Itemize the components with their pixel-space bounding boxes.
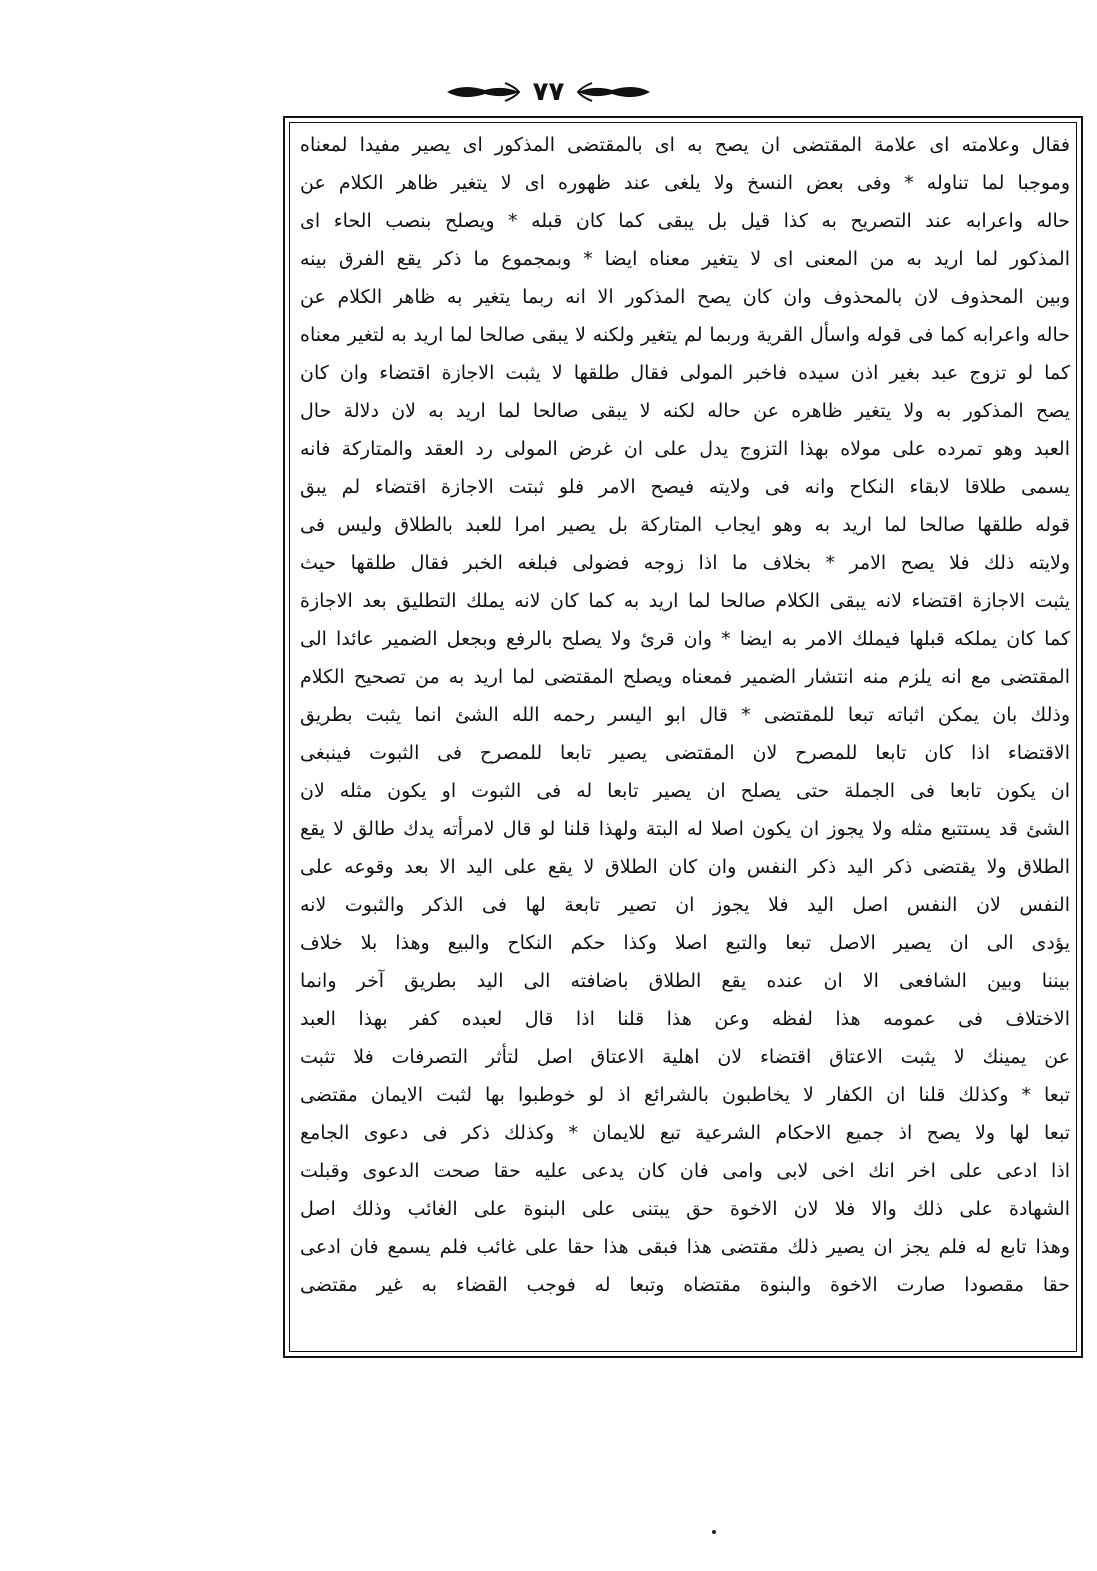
text-line: حقا مقصودا صارت الاخوة والبنوة مقتضاه وتبعا له فوجب القضاء به غير مقتضى (300, 1274, 1070, 1296)
ink-speck (712, 1530, 716, 1534)
text-line: ان يكون تابعا فى الجملة حتى يصلح ان يصير تابعا له فى الثبوت او يكون مثله لان (300, 780, 1070, 802)
text-line: حاله واعرابه كما فى قوله واسأل القرية وربما لم يتغير ولكنه لا يبقى صالحا لما اريد به لتغير معناه (300, 324, 1070, 346)
text-line: المذكور لما اريد به من المعنى اى لا يتغير معناه ايضا * وبمجموع ما ذكر يقع الفرق بينه (300, 248, 1070, 270)
page-header (0, 72, 1097, 112)
text-line: العبد وهو تمرده على مولاه بهذا التزوج يدل على ان غرض المولى رد العقد والمتاركة فانه (300, 438, 1070, 460)
text-line: وذلك بان يمكن اثباته تبعا للمقتضى * قال ابو اليسر رحمه الله الشئ انما يثبت بطريق (300, 704, 1070, 726)
text-line: يسمى طلاقا لابقاء النكاح وانه فى ولايته فيصح الامر فلو ثبتت الاجازة اقتضاء لم يبق (300, 476, 1070, 498)
text-line: قوله طلقها صالحا لما اريد به وهو ايجاب المتاركة بل يصير امرا للعبد بالطلاق وليس فى (300, 514, 1070, 536)
text-line: يؤدى الى ان يصير الاصل تبعا والتبع اصلا وكذا حكم النكاح والبيع وهذا بلا خلاف (300, 932, 1070, 954)
text-line: تبعا * وكذلك قلنا ان الكفار لا يخاطبون بالشرائع اذ لو خوطبوا بها لثبت الايمان مقتضى (300, 1084, 1070, 1106)
text-line: الطلاق ولا يقتضى ذكر اليد ذكر النفس وان كان الطلاق لا يقع على اليد الا بعد وقوعه على (300, 856, 1070, 878)
text-line: الاقتضاء اذا كان تابعا للمصرح لان المقتضى يصير تابعا للمصرح فى الثبوت فينبغى (300, 742, 1070, 764)
text-line: الشئ قد يستتبع مثله ولا يجوز ان يكون اصلا له البتة ولهذا قلنا لو قال لامرأته يدك طالق لا يقع (300, 818, 1070, 840)
text-line: النفس لان النفس اصل اليد فلا يجوز ان تصير تابعة لها فى الذكر والثبوت لانه (300, 894, 1070, 916)
text-line: يثبت الاجازة اقتضاء لانه يبقى الكلام صالحا لما اريد به كما كان لانه يملك التطليق بعد الاجازة (300, 590, 1070, 612)
text-line: الاختلاف فى عمومه هذا لفظه وعن هذا قلنا اذا قال لعبده كفر بهذا العبد (300, 1008, 1070, 1030)
page-number: ٧٧ (532, 77, 565, 107)
left-ornament-icon (445, 79, 523, 105)
text-line: اذا ادعى على اخر انك اخى لابى وامى فان كان يدعى عليه حقا صحت الدعوى وقبلت (300, 1160, 1070, 1182)
text-line: المقتضى مع انه يلزم منه انتشار الضمير فمعناه ويصلح المقتضى لما اريد به من تصحيح الكلام (300, 666, 1070, 688)
text-line: عن يمينك لا يثبت الاعتاق اقتضاء لان اهلية الاعتاق اصل لتأثر التصرفات فلا تثبت (300, 1046, 1070, 1068)
text-line: كما لو تزوج عبد بغير اذن سيده فاخبر المولى فقال طلقها لا يثبت الاجازة اقتضاء وان كان (300, 362, 1070, 384)
text-line: كما كان يملكه قبلها فيملك الامر به ايضا * وان قرئ ولا يصلح بالرفع وبجعل الضمير عائدا الى (300, 628, 1070, 650)
text-line: فقال وعلامته اى علامة المقتضى ان يصح به اى بالمقتضى المذكور اى يصير مفيدا لمعناه (300, 134, 1070, 156)
text-line: وهذا تابع له فلم يجز ان يصير ذلك مقتضى هذا فبقى هذا حقا على غائب فلم يسمع فان ادعى (300, 1236, 1070, 1258)
text-line: ولايته ذلك فلا يصح الامر * بخلاف ما اذا زوجه فضولى فبلغه الخبر فقال طلقها حيث (300, 552, 1070, 574)
text-line: حاله واعرابه عند التصريح به كذا قيل بل يبقى كما كان قبله * ويصلح بنصب الحاء اى (300, 210, 1070, 232)
text-line: الشهادة على ذلك والا فلا لان الاخوة حق يبتنى على البنوة على الغائب وذلك اصل (300, 1198, 1070, 1220)
text-line: تبعا لها ولا يصح اذ جميع الاحكام الشرعية تبع للايمان * وكذلك ذكر فى دعوى الجامع (300, 1122, 1070, 1144)
text-line: بيننا وبين الشافعى الا ان عنده يقع الطلاق باضافته الى اليد بطريق آخر وانما (300, 970, 1070, 992)
right-ornament-icon (574, 79, 652, 105)
text-line: وموجبا لما تناوله * وفى بعض النسخ ولا يلغى عند ظهوره اى لا يتغير ظاهر الكلام عن (300, 172, 1070, 194)
text-line: وبين المحذوف لان بالمحذوف وان كان يصح المذكور الا انه ربما يتغير به ظاهر الكلام عن (300, 286, 1070, 308)
text-line: يصح المذكور به ولا يتغير ظاهره عن حاله لكنه لا يبقى صالحا لما اريد به لان دلالة حال (300, 400, 1070, 422)
page-body (300, 126, 1070, 1354)
